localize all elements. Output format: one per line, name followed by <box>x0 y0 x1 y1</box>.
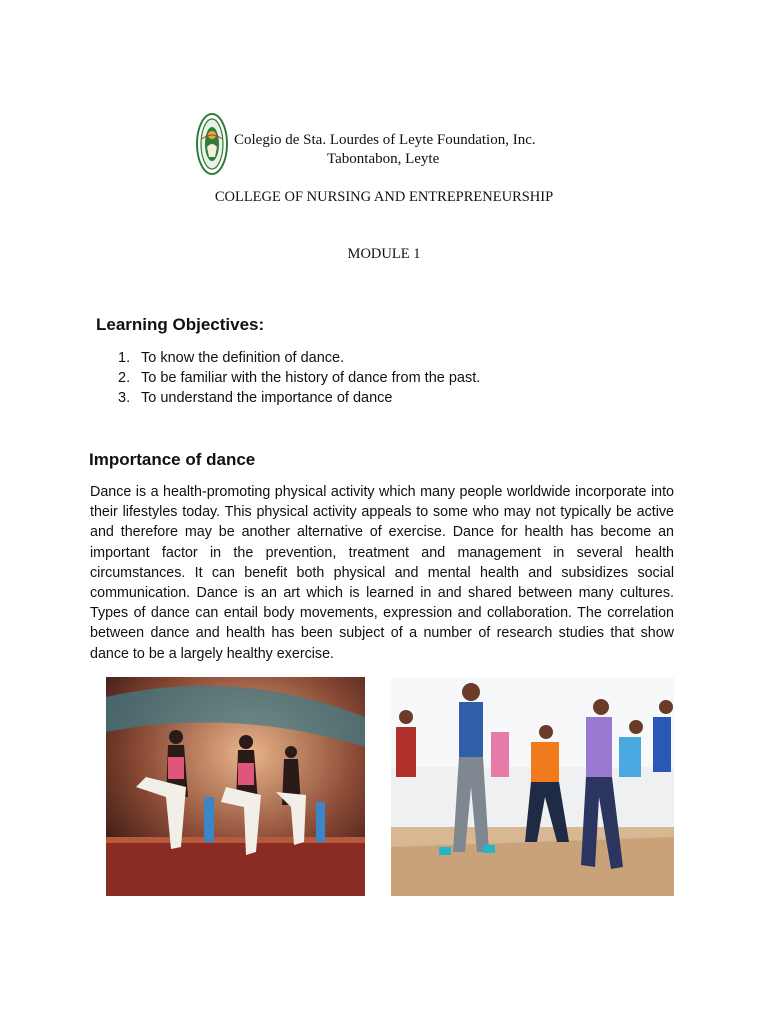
learning-objectives-heading: Learning Objectives: <box>96 315 265 334</box>
institution-name: Colegio de Sta. Lourdes of Leyte Foundation, Inc. <box>234 132 536 148</box>
list-text: To know the definition of dance. <box>141 350 345 366</box>
list-text: To understand the importance of dance <box>141 390 393 406</box>
list-item <box>118 368 480 388</box>
list-number: 1. <box>118 350 131 366</box>
importance-heading: Importance of dance <box>89 450 256 469</box>
college-name: COLLEGE OF NURSING AND ENTREPRENEURSHIP <box>214 189 554 205</box>
list-item <box>118 348 480 368</box>
list-item <box>118 388 480 408</box>
module-title: MODULE 1 <box>347 246 421 262</box>
list-number: 2. <box>118 370 131 386</box>
learning-objectives-list <box>118 348 480 408</box>
school-seal-icon <box>196 113 228 175</box>
list-text: To be familiar with the history of dance from the past. <box>141 370 481 386</box>
institution-address: Tabontabon, Leyte <box>327 151 440 167</box>
group-dance-photo <box>391 677 674 896</box>
importance-paragraph: Dance is a health-promoting physical activity which many people worldwide incorporate into their lifestyles today. This physical activity appeals to some who may not typically be active and therefore may be another alternative of exercise. Dance for health has become an important factor in the prevention, treatment and management in several health circumstances. It can benefit both physical and mental health and subsidizes social communication. Dance is an art which is learned in and shared between many cultures. Types of dance can entail body movements, expression and collaboration. The correlation between dance and health has been subject of a number of research studies that show dance to be a largely healthy exercise. <box>90 484 674 662</box>
list-number: 3. <box>118 390 131 406</box>
dance-class-photo <box>106 677 365 896</box>
